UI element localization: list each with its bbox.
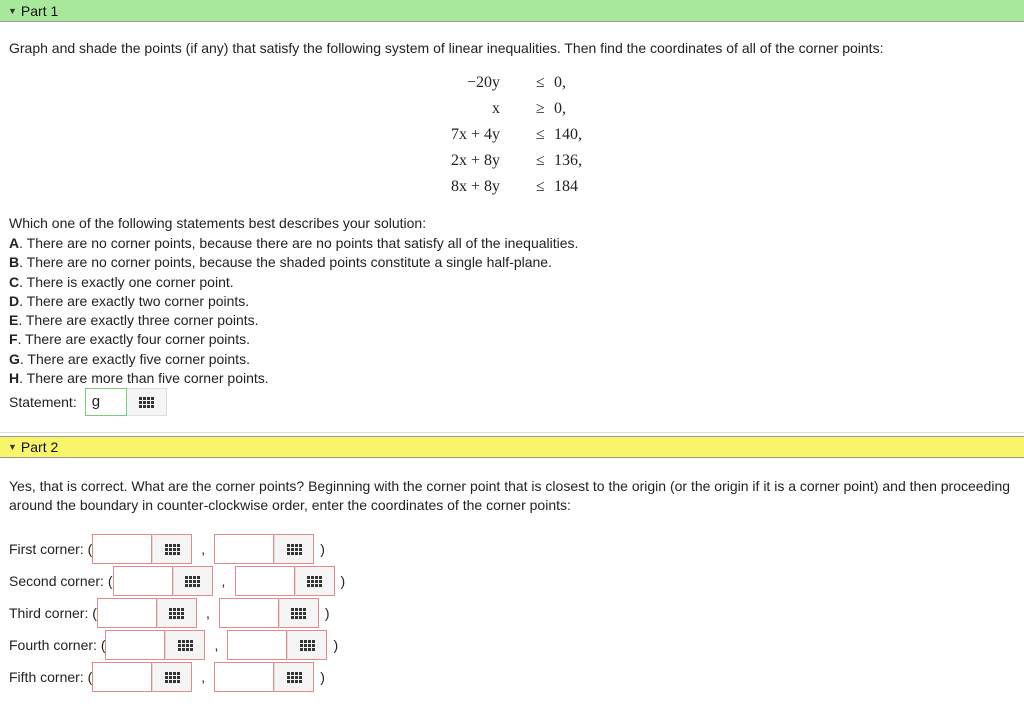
ineq-rel: ≥ xyxy=(536,100,545,117)
grid-keypad-icon xyxy=(185,576,200,587)
grid-keypad-icon xyxy=(139,397,154,408)
grid-keypad-icon xyxy=(169,608,184,619)
math-palette-button[interactable] xyxy=(152,534,192,564)
option-c xyxy=(9,273,578,292)
part2-title: Part 2 xyxy=(20,439,59,455)
grid-keypad-icon xyxy=(165,544,180,555)
option-letter: D xyxy=(9,292,20,309)
math-palette-button[interactable] xyxy=(287,630,327,660)
option-letter: H xyxy=(9,370,20,387)
corner-y-input[interactable] xyxy=(214,534,274,564)
math-palette-button[interactable] xyxy=(127,388,167,416)
option-a xyxy=(9,234,578,253)
corner-x-input[interactable] xyxy=(97,598,157,628)
option-text: . There are exactly three corner points. xyxy=(18,312,259,329)
statement-row xyxy=(9,388,167,416)
option-letter: F xyxy=(9,331,18,348)
option-letter: E xyxy=(9,312,19,329)
ineq-rhs: 184 xyxy=(554,178,578,195)
math-palette-button[interactable] xyxy=(279,598,319,628)
comma: , xyxy=(201,669,206,685)
option-text: . There are exactly five corner points. xyxy=(19,350,250,367)
grid-keypad-icon xyxy=(300,640,315,651)
section-divider xyxy=(0,432,1024,433)
grid-keypad-icon xyxy=(291,608,306,619)
corner-label: Fourth corner: ( xyxy=(9,637,106,653)
option-letter: G xyxy=(9,350,20,367)
ineq-rel: ≤ xyxy=(536,126,545,143)
close-paren: ) xyxy=(333,637,339,653)
corner-x-input[interactable] xyxy=(92,662,152,692)
grid-keypad-icon xyxy=(287,544,302,555)
corner-y-input[interactable] xyxy=(227,630,287,660)
close-paren: ) xyxy=(324,605,330,621)
option-text: . There is exactly one corner point. xyxy=(19,273,234,290)
close-paren: ) xyxy=(320,541,325,557)
option-text: . There are no corner points, because there are no points that satisfy all of the inequalities. xyxy=(19,235,579,251)
corner-row-fourth xyxy=(9,630,338,660)
ineq-rel: ≤ xyxy=(536,178,545,195)
corner-label: Second corner: ( xyxy=(9,573,113,589)
ineq-lhs: 7x + 4y xyxy=(450,126,500,143)
corner-x-input[interactable] xyxy=(113,566,173,596)
collapse-triangle-icon[interactable]: ▼ xyxy=(8,442,17,452)
corner-row-fifth xyxy=(9,662,325,692)
comma: , xyxy=(221,573,226,589)
ineq-rhs: 0, xyxy=(554,100,566,117)
ineq-lhs: 8x + 8y xyxy=(450,178,500,195)
part1-header[interactable] xyxy=(0,0,1024,22)
which-prompt: Which one of the following statements best describes your solution: xyxy=(9,215,427,231)
ineq-rel: ≤ xyxy=(536,152,545,169)
corner-y-input[interactable] xyxy=(219,598,279,628)
corner-row-second xyxy=(9,566,345,596)
corner-row-third xyxy=(9,598,330,628)
option-letter: B xyxy=(9,254,20,271)
math-palette-button[interactable] xyxy=(295,566,335,596)
grid-keypad-icon xyxy=(307,576,322,587)
ineq-rhs: 140, xyxy=(554,126,582,143)
ineq-rel: ≤ xyxy=(536,74,545,91)
option-f xyxy=(9,330,578,349)
option-letter: A xyxy=(9,235,20,251)
comma: , xyxy=(205,605,210,621)
corner-x-input[interactable] xyxy=(92,534,152,564)
option-text: . There are exactly four corner points. xyxy=(17,331,250,348)
option-e xyxy=(9,311,578,330)
option-b xyxy=(9,253,578,272)
math-palette-button[interactable] xyxy=(165,630,205,660)
ineq-lhs: −20y xyxy=(466,74,500,91)
statement-label: Statement: xyxy=(9,394,77,410)
corner-label: Fifth corner: ( xyxy=(9,669,93,685)
grid-keypad-icon xyxy=(178,640,193,651)
corner-row-first xyxy=(9,534,325,564)
ineq-lhs: x xyxy=(492,100,500,117)
corner-y-input[interactable] xyxy=(214,662,274,692)
options-list xyxy=(9,234,578,388)
corner-label: First corner: ( xyxy=(9,541,93,557)
ineq-rhs: 136, xyxy=(554,152,582,169)
comma: , xyxy=(214,637,219,653)
option-text: . There are more than five corner points. xyxy=(19,370,269,387)
ineq-lhs: 2x + 8y xyxy=(450,152,500,169)
grid-keypad-icon xyxy=(165,672,180,683)
statement-input[interactable]: g xyxy=(85,388,127,416)
close-paren: ) xyxy=(320,669,325,685)
part1-title: Part 1 xyxy=(20,2,59,19)
option-d xyxy=(9,292,578,311)
ineq-rhs: 0, xyxy=(554,74,566,91)
option-text: . There are no corner points, because the shaded points constitute a single half-plane. xyxy=(19,254,552,271)
option-letter: C xyxy=(9,273,20,290)
option-g xyxy=(9,350,578,369)
question-text: Graph and shade the points (if any) that satisfy the following system of linear inequalities. Then find the coordinates of all of the corner points: xyxy=(9,40,884,56)
comma: , xyxy=(201,541,206,557)
corner-label: Third corner: ( xyxy=(9,605,97,621)
math-palette-button[interactable] xyxy=(274,662,314,692)
close-paren: ) xyxy=(340,573,346,589)
corner-y-input[interactable] xyxy=(235,566,295,596)
part2-header[interactable] xyxy=(0,436,1024,458)
answer-instructions: Yes, that is correct. What are the corner points? Beginning with the corner point that is closest to the origin (or the origin if it is a corner point) and then proceeding around the boundary in counter-clockwise order, enter the coordinates of the corner points: xyxy=(9,478,1011,513)
math-palette-button[interactable] xyxy=(152,662,192,692)
math-palette-button[interactable] xyxy=(157,598,197,628)
math-palette-button[interactable] xyxy=(173,566,213,596)
math-palette-button[interactable] xyxy=(274,534,314,564)
corner-x-input[interactable] xyxy=(105,630,165,660)
option-h xyxy=(9,369,578,388)
collapse-triangle-icon[interactable]: ▼ xyxy=(8,5,17,16)
grid-keypad-icon xyxy=(287,672,302,683)
option-text: . There are exactly two corner points. xyxy=(19,292,250,309)
